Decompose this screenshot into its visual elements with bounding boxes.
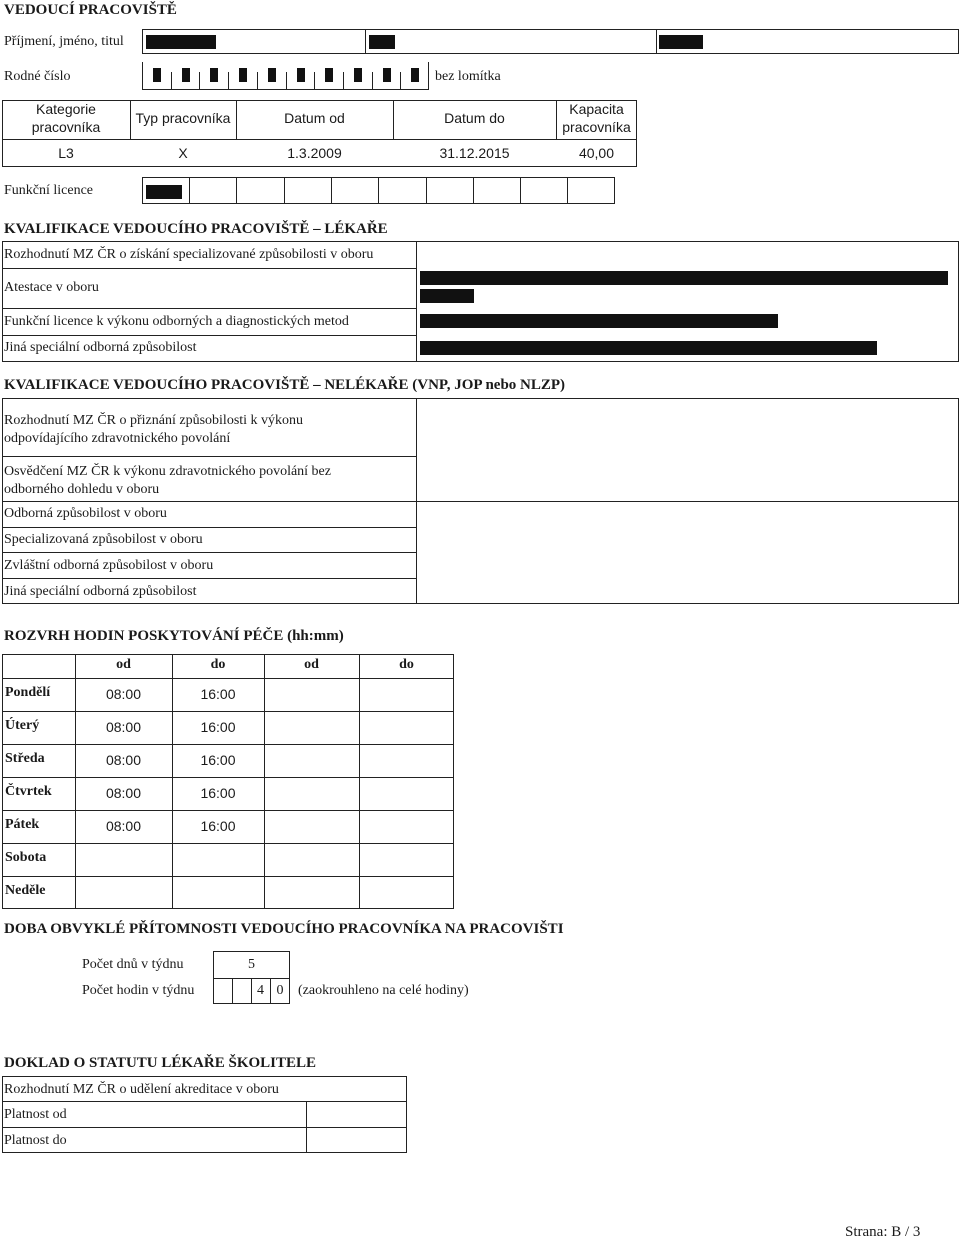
schedule-from: 08:00: [105, 686, 142, 702]
section-title-head: VEDOUCÍ PRACOVIŠTĚ: [4, 2, 177, 18]
row-divider: [2, 527, 416, 528]
schedule-row-divider: [2, 678, 454, 679]
header-kategorie: Kategorie pracovníka: [31, 101, 101, 135]
nqual-row2-line1: Osvědčení MZ ČR k výkonu zdravotnického povolání bez: [4, 464, 331, 479]
name-label: Příjmení, jméno, titul: [4, 34, 124, 49]
section-title-presence: DOBA OBVYKLÉ PŘÍTOMNOSTI VEDOUCÍHO PRACOVNÍKA NA PRACOVIŠTI: [4, 921, 564, 937]
trainer-row-platnost-do: Platnost do: [4, 1133, 67, 1148]
nqual-row-jina: Jiná speciální odborná způsobilost: [4, 584, 197, 599]
hours-digit-4: 0: [276, 983, 284, 998]
nqual-row-specializovana: Specializovaná způsobilost v oboru: [4, 532, 203, 547]
schedule-day: Úterý: [5, 718, 40, 733]
schedule-row-divider: [2, 876, 454, 877]
birth-number-label: Rodné číslo: [4, 69, 71, 84]
schedule-day: Neděle: [5, 883, 46, 898]
row-divider: [2, 552, 416, 553]
licence-label: Funkční licence: [4, 183, 94, 198]
schedule-row-divider: [2, 810, 454, 811]
hours-digit-3: 4: [257, 983, 264, 998]
licence-cell-divider: [378, 177, 379, 204]
col-divider: [416, 241, 417, 362]
redacted-surname: [146, 35, 216, 49]
redacted-birth-digit: [182, 68, 190, 82]
redacted-birth-digit: [354, 68, 362, 82]
qual-row-jina: Jiná speciální odborná způsobilost: [4, 340, 197, 355]
name-divider: [656, 29, 657, 54]
schedule-row-divider: [2, 744, 454, 745]
schedule-to: 16:00: [200, 719, 236, 735]
licence-cell-divider: [236, 177, 237, 204]
birth-cell-divider: [228, 72, 229, 90]
row-divider: [2, 335, 416, 336]
name-field[interactable]: [142, 29, 959, 54]
licence-cell-divider: [189, 177, 190, 204]
row-divider: [2, 1127, 407, 1128]
nqual-row1-line1: Rozhodnutí MZ ČR o přiznání způsobilosti k výkonu: [4, 413, 304, 428]
schedule-header-od1: od: [116, 657, 131, 672]
redacted-birth-digit: [153, 68, 161, 82]
nqual-row2-line2: odborného dohledu v oboru: [4, 482, 160, 497]
redacted-licence-metod: [420, 314, 778, 328]
redacted-birth-digit: [383, 68, 391, 82]
hours-per-week-label: Počet hodin v týdnu: [82, 983, 195, 998]
header-datum-do: Datum do: [444, 110, 505, 126]
birth-cell-divider: [314, 72, 315, 90]
cell-typ: X: [178, 145, 188, 161]
birth-cell-divider: [343, 72, 344, 90]
redacted-birth-digit: [268, 68, 276, 82]
section-title-schedule: ROZVRH HODIN POSKYTOVÁNÍ PÉČE (hh:mm): [4, 628, 344, 644]
birth-cell-divider: [286, 72, 287, 90]
col-divider: [359, 654, 360, 909]
schedule-to: 16:00: [200, 686, 236, 702]
days-per-week-value: 5: [248, 957, 255, 972]
qual-row-funkcni-licence: Funkční licence k výkonu odborných a diagnostických metod: [4, 314, 349, 329]
redacted-birth-digit: [325, 68, 333, 82]
page-number: Strana: B / 3: [845, 1224, 921, 1240]
licence-cell-divider: [331, 177, 332, 204]
schedule-header-od2: od: [304, 657, 319, 672]
row-divider: [2, 501, 959, 502]
birth-cell-divider: [372, 72, 373, 90]
section-title-trainer: DOKLAD O STATUTU LÉKAŘE ŠKOLITELE: [4, 1055, 317, 1071]
header-typ: Typ pracovníka: [135, 110, 231, 126]
trainer-row-platnost-od: Platnost od: [4, 1107, 67, 1122]
redacted-licence: [146, 185, 182, 199]
row-divider: [2, 1101, 407, 1102]
row-divider: [2, 456, 416, 457]
section-title-qual-doctor: KVALIFIKACE VEDOUCÍHO PRACOVIŠTĚ – LÉKAŘE: [4, 221, 388, 237]
trainer-row-akreditace: Rozhodnutí MZ ČR o udělení akreditace v oboru: [4, 1082, 279, 1097]
digit-divider: [232, 978, 233, 1004]
col-divider: [264, 654, 265, 909]
category-table-divider: [2, 139, 637, 140]
licence-cell-divider: [520, 177, 521, 204]
row-divider: [2, 268, 416, 269]
redacted-atestace-cont: [420, 289, 474, 303]
cell-kategorie: L3: [58, 145, 74, 161]
days-per-week-label: Počet dnů v týdnu: [82, 957, 184, 972]
header-kapacita: Kapacita pracovníka: [562, 101, 631, 135]
nqual-row1-line2: odpovídajícího zdravotnického povolání: [4, 431, 231, 446]
redacted-birth-digit: [411, 68, 419, 82]
nqual-row-odborna: Odborná způsobilost v oboru: [4, 506, 167, 521]
schedule-day: Středa: [5, 751, 45, 766]
schedule-header-do2: do: [399, 657, 414, 672]
redacted-title: [659, 35, 703, 49]
schedule-row-divider: [2, 843, 454, 844]
row-divider: [2, 578, 416, 579]
schedule-row-divider: [2, 711, 454, 712]
licence-cell-divider: [284, 177, 285, 204]
birth-number-note: bez lomítka: [435, 69, 501, 84]
schedule-from: 08:00: [105, 785, 142, 801]
birth-cell-divider: [171, 72, 172, 90]
qual-row-atestace: Atestace v oboru: [4, 280, 99, 295]
schedule-to: 16:00: [200, 785, 236, 801]
schedule-from: 08:00: [105, 719, 142, 735]
cell-kapacita: 40,00: [578, 145, 615, 161]
cell-datum-od: 1.3.2009: [287, 145, 342, 161]
redacted-birth-digit: [210, 68, 218, 82]
redacted-birth-digit: [239, 68, 247, 82]
schedule-row-divider: [2, 777, 454, 778]
name-divider: [365, 29, 366, 54]
section-title-qual-nondoctor: KVALIFIKACE VEDOUCÍHO PRACOVIŠTĚ – NELÉKAŘE (VNP, JOP nebo NLZP): [4, 377, 566, 393]
schedule-day: Pátek: [5, 817, 40, 832]
qual-row-specializace: Rozhodnutí MZ ČR o získání specializované způsobilosti v oboru: [4, 247, 374, 262]
redacted-atestace: [420, 271, 948, 285]
schedule-day: Sobota: [5, 850, 47, 865]
birth-cell-divider: [400, 72, 401, 90]
licence-cell-divider: [567, 177, 568, 204]
schedule-to: 16:00: [200, 818, 236, 834]
schedule-from: 08:00: [105, 818, 142, 834]
schedule-header-do1: do: [210, 657, 226, 672]
redacted-birth-digit: [297, 68, 305, 82]
birth-cell-divider: [257, 72, 258, 90]
header-datum-od: Datum od: [284, 110, 345, 126]
redacted-firstname: [369, 35, 395, 49]
licence-cell-divider: [473, 177, 474, 204]
schedule-to: 16:00: [200, 752, 236, 768]
cell-datum-do: 31.12.2015: [439, 145, 510, 161]
birth-cell-divider: [199, 72, 200, 90]
redacted-jina: [420, 341, 877, 355]
hours-note: (zaokrouhleno na celé hodiny): [298, 983, 469, 998]
licence-cell-divider: [426, 177, 427, 204]
row-divider: [2, 308, 416, 309]
schedule-from: 08:00: [105, 752, 142, 768]
nqual-row-zvlastni: Zvláštní odborná způsobilost v oboru: [4, 558, 214, 573]
schedule-day: Čtvrtek: [5, 784, 52, 799]
schedule-day: Pondělí: [5, 685, 51, 700]
